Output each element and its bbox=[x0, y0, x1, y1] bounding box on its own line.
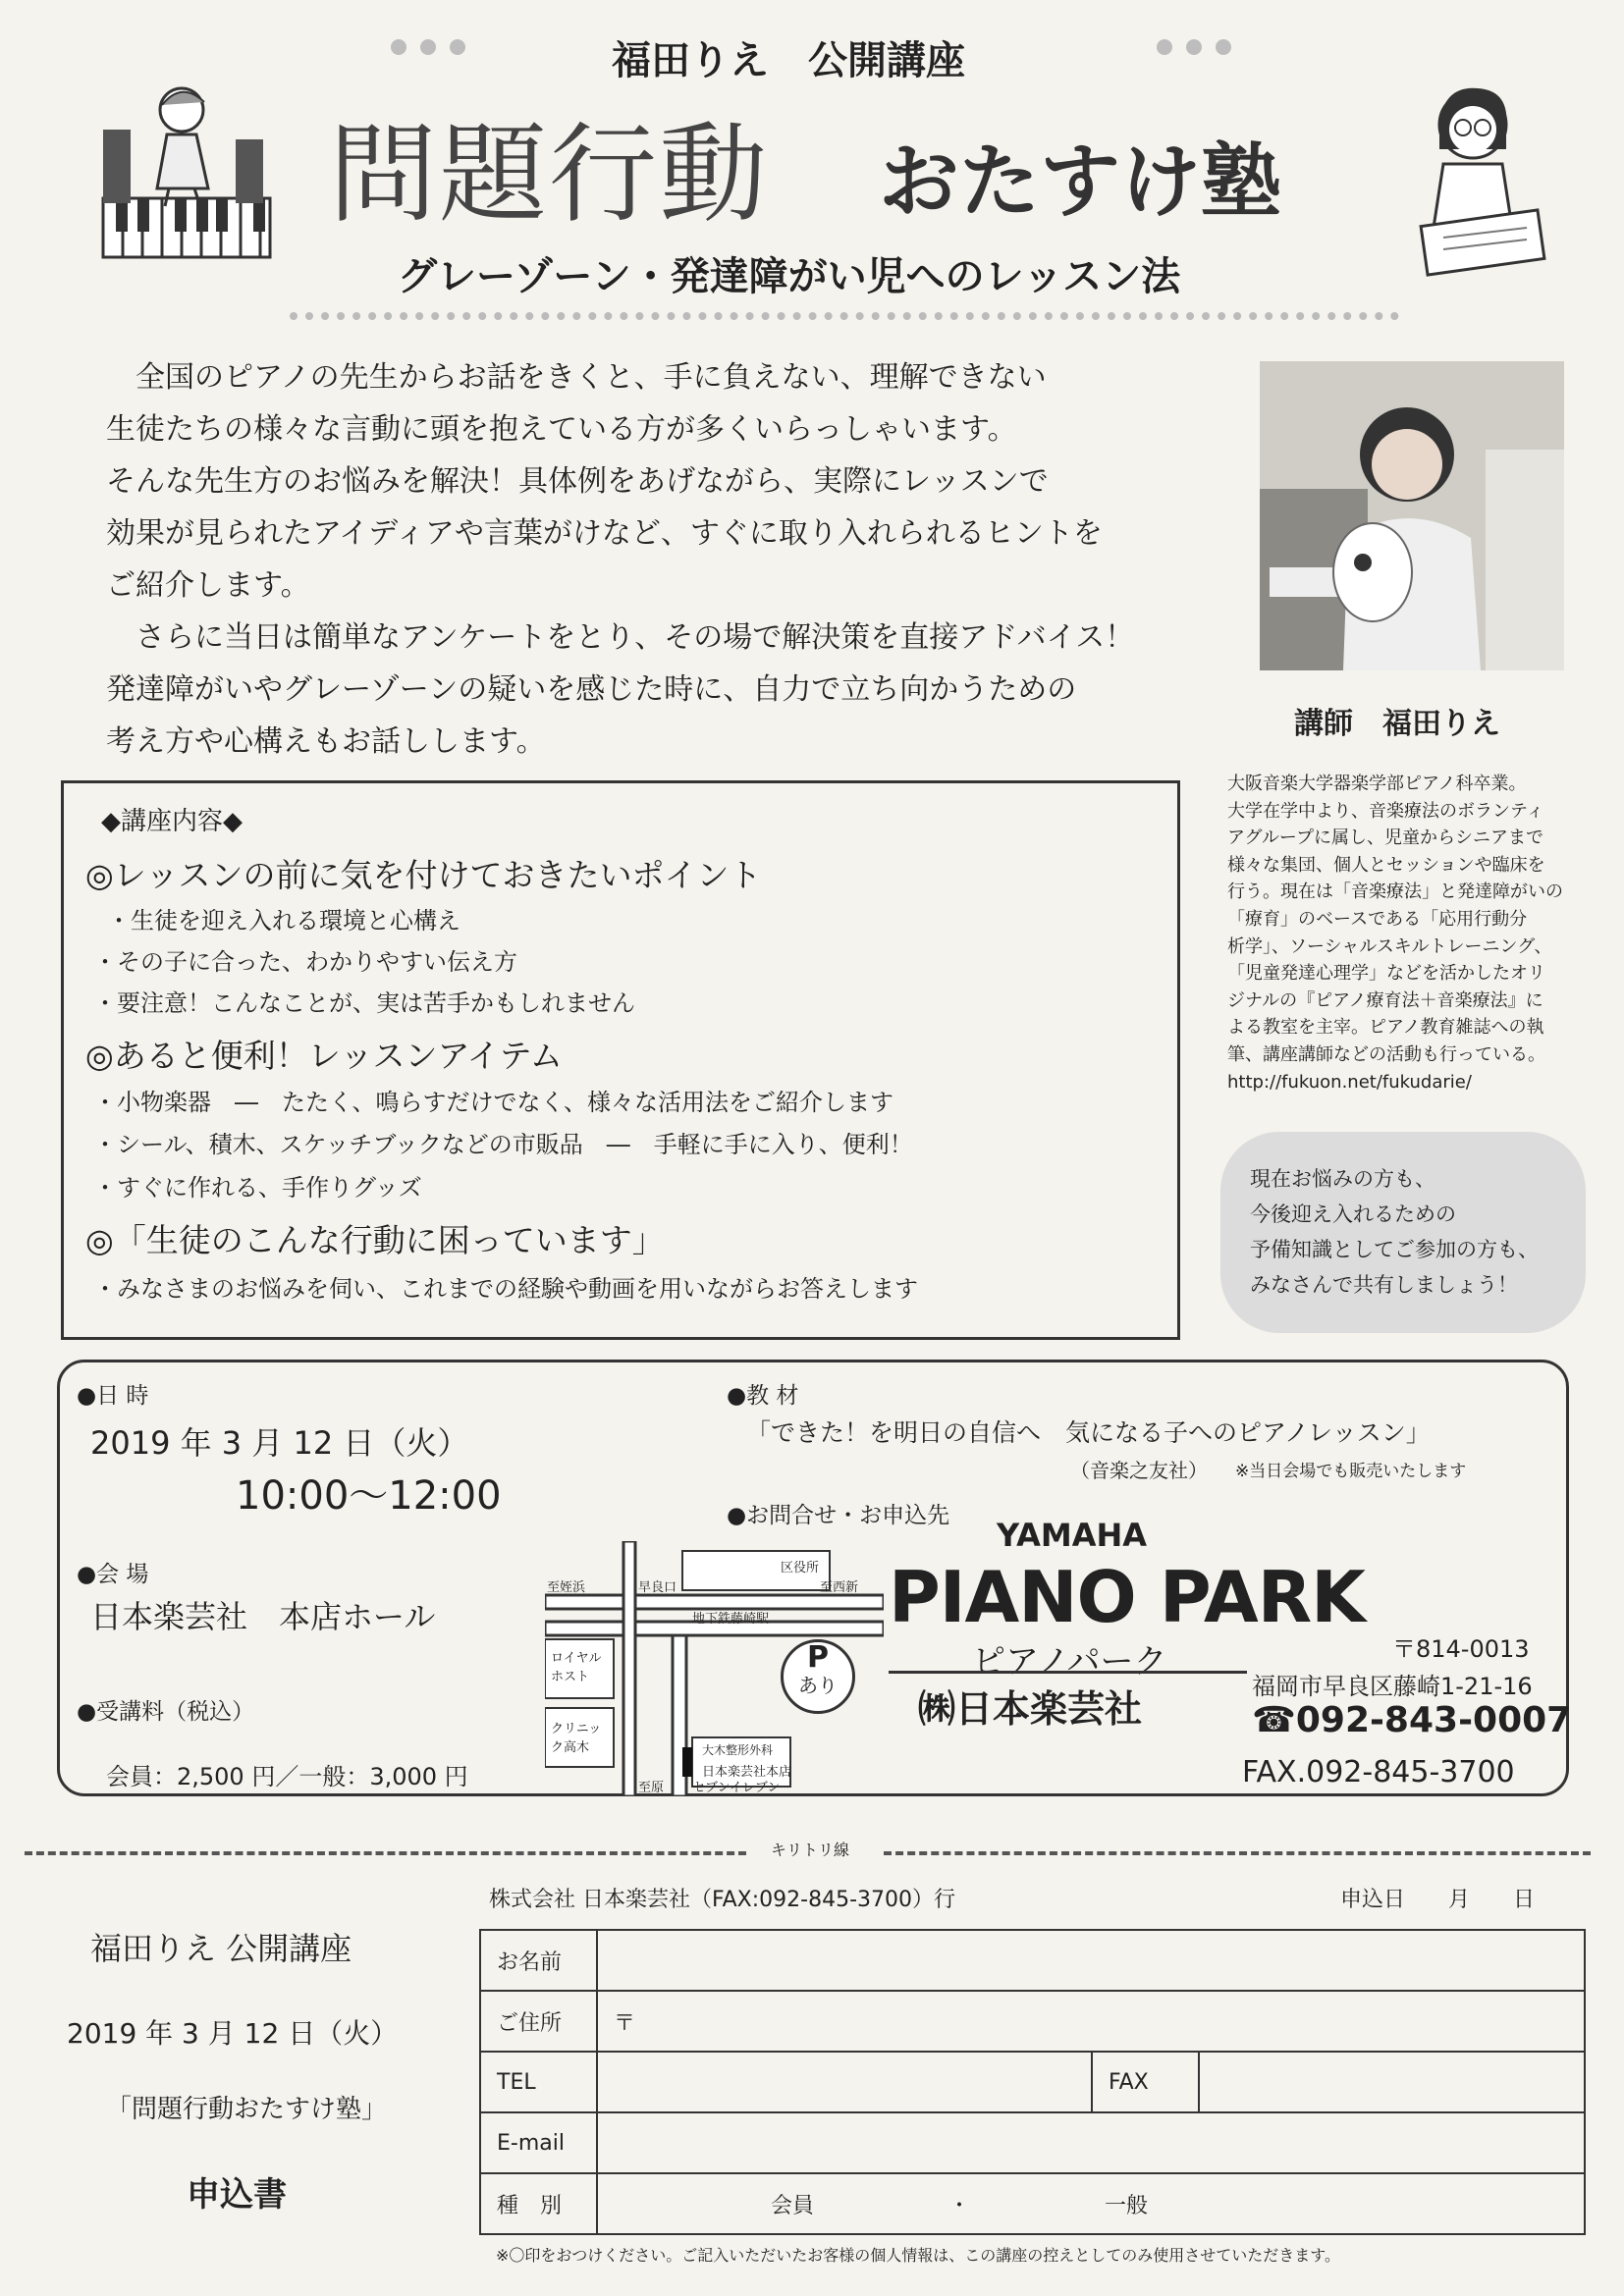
event-time: 10:00〜12:00 bbox=[236, 1473, 502, 1519]
map-label: 至姪浜 bbox=[547, 1580, 586, 1595]
section-item: ・みなさまのお悩みを伺い、これまでの経験や動画を用いながらお答えします bbox=[93, 1275, 918, 1303]
map-label: 日本楽芸社本店 bbox=[702, 1765, 792, 1780]
address-field[interactable]: 〒 bbox=[597, 1991, 1585, 2052]
cut-line-label: キリトリ線 bbox=[771, 1841, 850, 1859]
shop-fax: FAX.092-845-3700 bbox=[1242, 1755, 1515, 1789]
textbook-publisher: （音楽之友社） bbox=[1070, 1459, 1208, 1482]
application-form bbox=[479, 1929, 1586, 2233]
section-item: ・シール、積木、スケッチブックなどの市販品 ― 手軽に手に入り、便利！ bbox=[93, 1131, 913, 1158]
section-item: ・生徒を迎え入れる環境と心構え bbox=[107, 907, 460, 934]
textbook-label: ●教 材 bbox=[727, 1383, 799, 1409]
speech-bubble: 現在お悩みの方も、 今後迎え入れるための 予備知識としてご参加の方も、 みなさんで共有しましょう！ bbox=[1220, 1132, 1586, 1333]
piano-park-kana: ピアノパーク bbox=[972, 1642, 1167, 1682]
form-recipient: 株式会社 日本楽芸社（FAX:092-845-3700）行 bbox=[489, 1888, 956, 1912]
textbook-title: 「できた！を明日の自信へ 気になる子へのピアノレッスン」 bbox=[746, 1418, 1431, 1447]
header-divider bbox=[290, 312, 1399, 320]
type-label: 種 別 bbox=[480, 2173, 597, 2234]
section-item: ・その子に合った、わかりやすい伝え方 bbox=[93, 948, 517, 976]
parking-icon: P あり bbox=[781, 1639, 855, 1714]
title-main: 問題行動 bbox=[329, 112, 769, 238]
company-name: ㈱日本楽芸社 bbox=[918, 1687, 1143, 1731]
cut-line-right bbox=[884, 1851, 1591, 1855]
instructor-label: 講師 福田りえ bbox=[1294, 707, 1500, 741]
fax-label: FAX bbox=[1092, 2052, 1199, 2112]
contact-label: ●お問合せ・お申込先 bbox=[727, 1503, 950, 1528]
subtitle: グレーゾーン・発達障がい児へのレッスン法 bbox=[398, 254, 1181, 299]
map-label: 至原 bbox=[638, 1781, 665, 1795]
section-title: ◎「生徒のこんな行動に困っています」 bbox=[85, 1221, 665, 1259]
section-title: ◎レッスンの前に気を付けておきたいポイント bbox=[85, 856, 762, 894]
map-label: 区役所 bbox=[781, 1561, 820, 1575]
decor-dots-left bbox=[391, 39, 465, 55]
decor-dots-right bbox=[1157, 39, 1231, 55]
email-label: E-mail bbox=[480, 2112, 597, 2173]
form-course-title: 「問題行動おたすけ塾」 bbox=[106, 2095, 388, 2124]
date-label: ●日 時 bbox=[77, 1383, 149, 1409]
name-field[interactable] bbox=[597, 1930, 1585, 1991]
map-label: 大木整形外科 bbox=[702, 1743, 774, 1757]
address-label: ご住所 bbox=[480, 1991, 597, 2052]
shop-address: 福岡市早良区藤崎1-21-16 bbox=[1252, 1673, 1533, 1700]
yamaha-logo: YAMAHA bbox=[997, 1517, 1148, 1554]
textbook-note: ※当日会場でも販売いたします bbox=[1235, 1462, 1467, 1481]
section-title: ◎あると便利！レッスンアイテム bbox=[85, 1037, 563, 1075]
piano-park-logo: PIANO PARK bbox=[889, 1556, 1365, 1638]
section-item: ・すぐに作れる、手作りグッズ bbox=[93, 1174, 422, 1201]
map-label: 至西新 bbox=[820, 1580, 859, 1595]
member-option[interactable]: 会員 bbox=[771, 2193, 815, 2218]
map-label: ロイヤルホスト bbox=[551, 1651, 602, 1684]
form-title: 申込書 bbox=[187, 2175, 287, 2215]
instructor-illustration bbox=[1404, 80, 1551, 277]
website-link[interactable]: http://fukuon.net/fukudarie/ bbox=[1227, 1071, 1472, 1093]
fee-amount: 会員：2,500 円／一般：3,000 円 bbox=[106, 1763, 468, 1790]
map-label: 地下鉄藤崎駅 bbox=[692, 1612, 770, 1627]
email-field[interactable] bbox=[597, 2112, 1585, 2173]
event-date: 2019 年 3 月 12 日（火） bbox=[90, 1424, 469, 1462]
form-date: 2019 年 3 月 12 日（火） bbox=[67, 2017, 399, 2050]
general-option[interactable]: 一般 bbox=[1105, 2193, 1149, 2218]
cut-line-left bbox=[25, 1851, 746, 1855]
shop-zip: 〒814-0013 bbox=[1392, 1635, 1530, 1663]
section-item: ・小物楽器 ― たたく、鳴らすだけでなく、様々な活用法をご紹介します bbox=[93, 1089, 894, 1116]
title-sub: おたすけ塾 bbox=[879, 135, 1282, 229]
series-title: 福田りえ 公開講座 bbox=[612, 38, 965, 83]
piano-girl-illustration bbox=[98, 80, 275, 267]
map-label: セブンイレブン bbox=[692, 1781, 781, 1795]
shop-divider bbox=[889, 1671, 1247, 1674]
venue-label: ●会 場 bbox=[77, 1562, 149, 1587]
intro-text: 全国のピアノの先生からお話をきくと、手に負えない、理解できない 生徒たちの様々な言動に頭を抱えている方が多くいらっしゃいます。 そんな先生方のお悩みを解決！具体例をあげながら、実際にレッスンで 効果が見られたアイディアや言葉がけなど、すぐに取り入れられるヒントを ご紹介します。 さらに当日は簡単なアンケートをとり、その場で解決策を直接アドバイス！ 発達障がいやグレーゾーンの疑いを感じた時に、自力で立ち向かうための 考え方や心構えもお話しします。 bbox=[106, 360, 1135, 759]
instructor-photo bbox=[1260, 361, 1564, 670]
venue-name: 日本楽芸社 本店ホール bbox=[90, 1598, 436, 1635]
option-separator: ・ bbox=[948, 2193, 971, 2218]
course-content-box bbox=[61, 780, 1180, 1340]
apply-date: 申込日 月 日 bbox=[1340, 1888, 1536, 1912]
shop-tel: ☎092-843-0007 bbox=[1252, 1700, 1572, 1740]
instructor-bio: 大阪音楽大学器楽学部ピアノ科卒業。 大学在学中より、音楽療法のボランティ アグループに属し、児童からシニアまで 様々な集団、個人とセッションや臨床を 行う。現在は「音楽療法」と発達障がいの 「療育」のベースである「応用行動分 析学」、ソーシャルスキルトレーニング、 「児童発達心理学」などを活かしたオリ ジナルの『ピアノ療育法＋音楽療法』に よる教室を主宰。ピアノ教育雑誌への執 筆、講座講師などの活動も行っている。 http://fukuon.net/fukudarie/ bbox=[1227, 771, 1563, 1095]
type-field bbox=[597, 2173, 1585, 2234]
tel-field[interactable] bbox=[597, 2052, 1092, 2112]
form-series: 福田りえ 公開講座 bbox=[90, 1930, 352, 1967]
map-label: 早良口 bbox=[638, 1580, 677, 1595]
name-label: お名前 bbox=[480, 1930, 597, 1991]
section-item: ・要注意！こんなことが、実は苦手かもしれません bbox=[93, 989, 635, 1017]
fee-label: ●受講料（税込） bbox=[77, 1699, 255, 1725]
content-heading: ◆講座内容◆ bbox=[101, 807, 243, 836]
map-label: クリニック高木 bbox=[551, 1722, 602, 1755]
tel-label: TEL bbox=[480, 2052, 597, 2112]
privacy-note: ※〇印をおつけください。ご記入いただいたお客様の個人情報は、この講座の控えとしてのみ使用させていただきます。 bbox=[496, 2246, 1340, 2265]
fax-field[interactable] bbox=[1199, 2052, 1585, 2112]
access-map bbox=[545, 1541, 884, 1796]
